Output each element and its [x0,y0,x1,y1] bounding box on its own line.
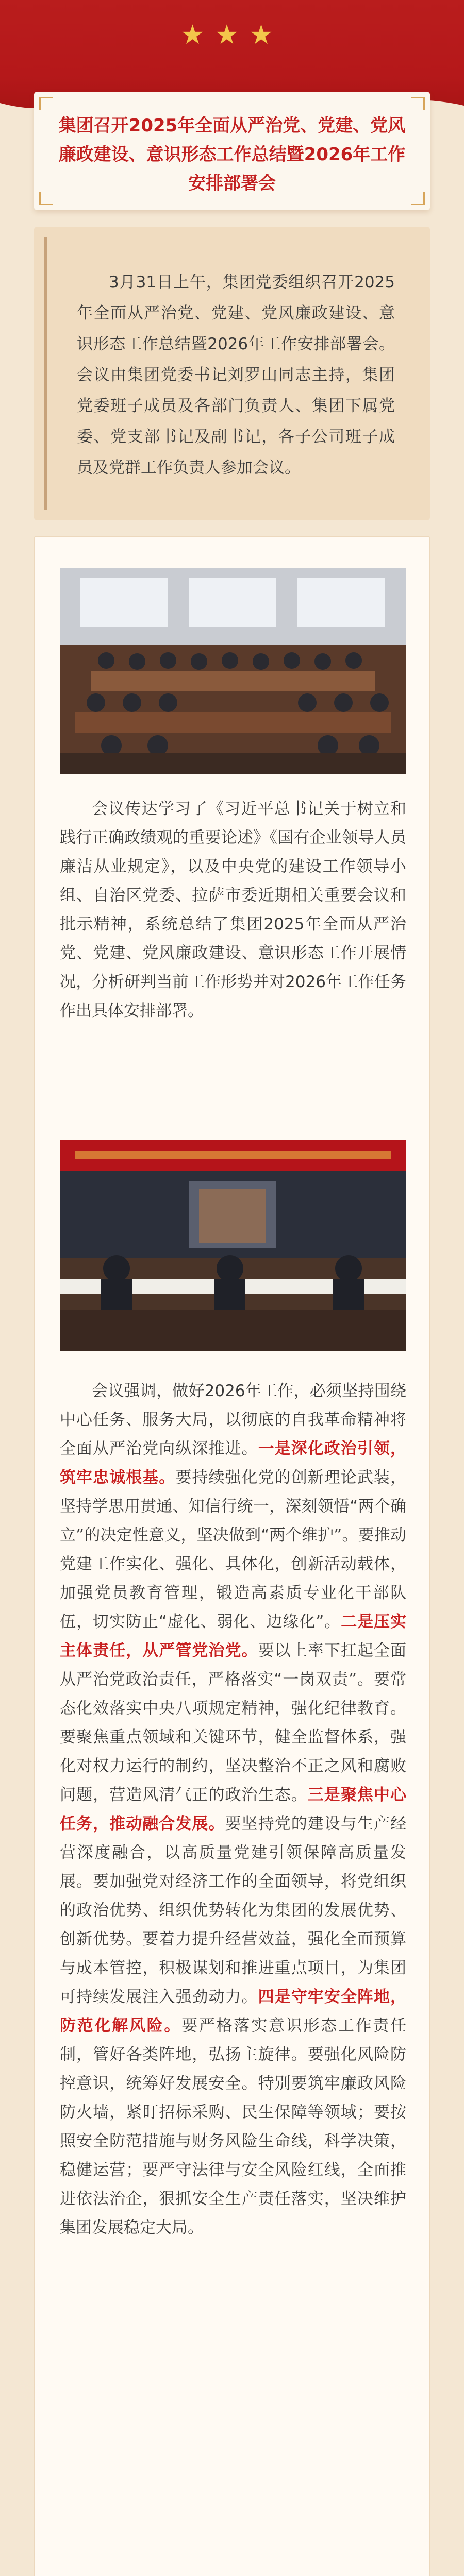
highlight-point-1: 一是深化政治引领，筑牢忠诚根基。 [60,1439,407,1487]
article-title: 集团召开2025年全面从严治党、党建、党风廉政建设、意识形态工作总结暨2026年工作安排部署会 [58,115,406,194]
intro-box [34,227,430,520]
highlight-point-3: 三是聚焦中心任务，推动融合发展。 [60,1786,406,1833]
p2-intro-text: 会议强调，做好2026年工作，必须坚持围绕中心任务、服务大局，以彻底的自我革命精神将全面从严治党向纵深推进。 [60,1382,406,1458]
intro-paragraph: 3月31日上午，集团党委组织召开2025年全面从严治党、党建、党风廉政建设、意识形态工作总结暨2026年工作安排部署会。会议由集团党委书记刘罗山同志主持，集团党委班子成员及各部门负责人、集团下属党委、党支部书记及副书记，各子公司班子成员及党群工作负责人参加会议。 [77,273,395,477]
corner-decoration [39,192,53,205]
p2-text-c: 要以上率下扛起全面从严治党政治责任，严格落实“一岗双责”。要常态化效落实中央八项规定精神，强化纪律教育。要聚焦重点领域和关键环节，健全监督体系，强化对权力运行的制约，坚决整治不正之风和腐败问题，营造风清气正的政治生态。 [60,1641,407,1804]
highlight-point-2: 二是压实主体责任，从严管党治党。 [60,1613,406,1660]
meeting-photo-1 [60,568,406,774]
paragraph-1: 会议传达学习了《习近平总书记关于树立和践行正确政绩观的重要论述》《国有企业领导人员廉洁从业规定》，以及中央党的建设工作领导小组、自治区党委、拉萨市委近期相关重要会议和批示精神，系统总结了集团2025年全面从严治党、党建、党风廉政建设、意识形态工作开展情况，分析研判当前工作形势并对2026年工作任务作出具体安排部署。 [60,800,406,1020]
p2-text-e: 要严格落实意识形态工作责任制，管好各类阵地，弘扬主旋律。要强化风险防控意识，统筹好发展安全。特别要筑牢廉政风险防火墙，紧盯招标采购、民生保障等领域；要按照安全防范措施与财务风险生命线，科学决策，稳健运营；要严守法律与安全风险红线，全面推进依法治企，狠抓安全生产责任落实，坚决维护集团发展稳定大局。 [60,2016,407,2237]
p2-text-d: 要坚持党的建设与生产经营深度融合，以高质量党建引领保障高质量发展。要加强党对经济工作的全面领导，将党组织的政治优势、组织优势转化为集团的发展优势、创新优势。要着力提升经营效益，强化全面预算与成本管控，积极谋划和推进重点项目，为集团可持续发展注入强劲动力。 [60,1815,406,2006]
corner-decoration [39,97,53,110]
title-card [34,92,430,210]
highlight-point-4: 四是守牢安全阵地，防范化解风险。 [60,1988,407,2035]
paragraph-2 [60,1377,406,2242]
corner-decoration [411,97,425,110]
content-panel [34,536,430,2576]
p2-text-b: 要持续强化党的创新理论武装，坚持学思用贯通、知信行统一，深刻领悟“两个确立”的决定性意义，坚决做到“两个维护”。要推动党建工作实化、强化、具体化，创新活动载体，加强党员教育管理，锻造高素质专业化干部队伍，切实防止“虚化、弱化、边缘化”。 [60,1468,407,1631]
corner-decoration [411,192,425,205]
meeting-photo-2 [60,1140,406,1351]
star-icon: ★★★ [180,20,284,50]
intro-inner [44,237,420,510]
